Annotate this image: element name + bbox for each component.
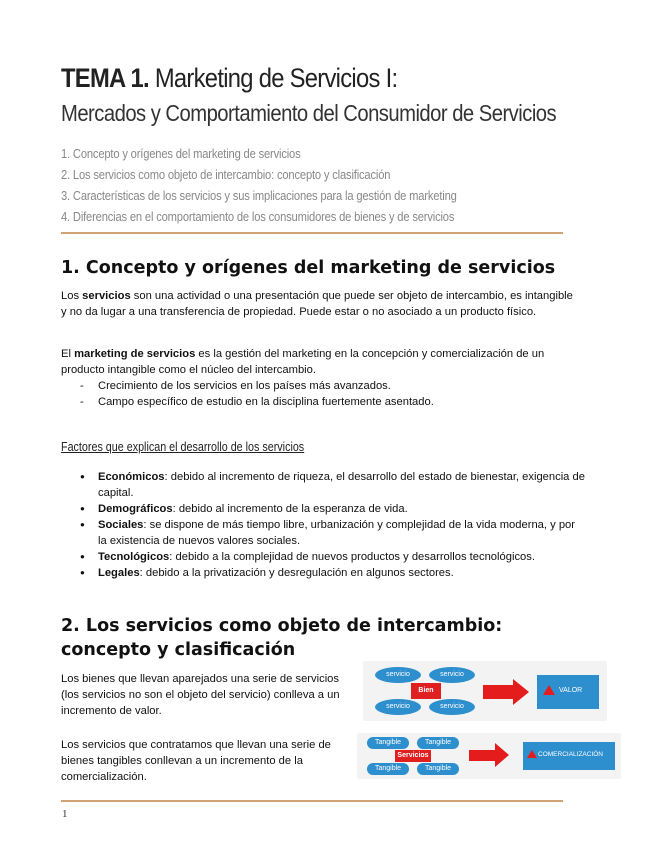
factor-label: Demográficos: [98, 503, 173, 515]
factor-text: : se dispone de más tiempo libre, urbanización y complejidad de la vida moderna, y por la existencia de nuevos valores sociales.: [98, 519, 575, 547]
servicio-oval: servicio: [375, 699, 421, 715]
tangible-oval: Tangible: [417, 763, 459, 775]
page-title: [61, 63, 397, 94]
factor-text: : debido al incremento de la esperanza de vida.: [172, 503, 408, 515]
arrow-head-icon: [495, 743, 509, 767]
warning-triangle-icon: [543, 685, 555, 695]
title-bold: TEMA 1.: [61, 63, 149, 93]
page-number: 1: [62, 808, 68, 820]
servicio-oval: servicio: [429, 667, 475, 683]
term-servicios: servicios: [82, 290, 131, 302]
text: Los: [61, 290, 83, 302]
servicios-center: Servicios: [395, 750, 431, 762]
term-marketing-de-servicios: marketing de servicios: [74, 348, 196, 360]
toc-item: 4. Diferencias en el comportamiento de los consumidores de bienes y de servicios: [61, 209, 455, 224]
warning-triangle-icon: [527, 750, 537, 758]
arrow-icon: [469, 750, 495, 761]
factors-heading: Factores que explican el desarrollo de los servicios: [61, 440, 305, 454]
factors-list: [80, 469, 585, 581]
table-of-contents: [61, 143, 521, 227]
toc-item: 2. Los servicios como objeto de intercambio: concepto y clasificación: [61, 167, 391, 182]
factor-label: Tecnológicos: [98, 551, 170, 563]
tangible-oval: Tangible: [367, 763, 409, 775]
divider-top: [61, 232, 563, 234]
tangible-oval: Tangible: [367, 737, 409, 749]
factor-label: Sociales: [98, 519, 144, 531]
text: es la gestión del marketing en la concepción y comercialización de un producto intangible como el núcleo del intercambio.: [61, 348, 545, 376]
list-item: [80, 565, 585, 581]
paragraph-servicios: [61, 288, 581, 320]
servicio-oval: servicio: [429, 699, 475, 715]
valor-label: VALOR: [559, 687, 583, 694]
text: El: [61, 348, 75, 360]
factor-text: : debido al incremento de riqueza, el desarrollo del estado de bienestar, exigencia de capital.: [98, 471, 585, 499]
dash-list: [80, 378, 434, 410]
list-item: [80, 517, 585, 549]
toc-item: 3. Características de los servicios y sus implicaciones para la gestión de marketing: [61, 188, 457, 203]
comercializacion-box: [523, 742, 615, 770]
paragraph-marketing: [61, 346, 581, 378]
valor-box: [537, 675, 599, 709]
title-rest: Marketing de Servicios I:: [148, 63, 398, 93]
arrow-head-icon: [513, 679, 529, 705]
list-item: [80, 549, 585, 565]
bien-center: Bien: [411, 683, 441, 699]
paragraph-servicios-contratados: Los servicios que contratamos que llevan una serie de bienes tangibles conllevan a un incremento de la comercialización.: [61, 739, 331, 783]
factor-text: : debido a la privatización y desregulación en algunos sectores.: [139, 567, 454, 579]
section-1-heading: 1. Concepto y orígenes del marketing de servicios: [61, 258, 556, 278]
factor-text: : debido a la complejidad de nuevos productos y desarrollos tecnológicos.: [169, 551, 535, 563]
diagram-bien-valor: [363, 661, 607, 721]
factor-label: Legales: [98, 567, 140, 579]
paragraph-bienes: Los bienes que llevan aparejados una serie de servicios (los servicios no son el objeto del servicio) conlleva a un incremento de valor.: [61, 673, 340, 717]
page-subtitle: Mercados y Comportamiento del Consumidor de Servicios: [61, 100, 557, 126]
servicio-oval: servicio: [375, 667, 421, 683]
diagram-servicios-comercializacion: [357, 733, 621, 779]
list-item: [80, 501, 585, 517]
list-item: - Campo específico de estudio en la disciplina fuertemente asentado.: [80, 394, 434, 410]
tangible-oval: Tangible: [417, 737, 459, 749]
text: son una actividad o una presentación que puede ser objeto de intercambio, es intangible y no da lugar a una transferencia de propiedad. Puede estar o no asociado a un producto físico.: [61, 290, 573, 318]
list-item: [80, 469, 585, 501]
factor-label: Económicos: [98, 471, 165, 483]
toc-item: 1. Concepto y orígenes del marketing de servicios: [61, 146, 301, 161]
section-2-heading: 2. Los servicios como objeto de intercambio: concepto y clasificación: [61, 616, 503, 660]
arrow-icon: [483, 685, 513, 699]
comercializacion-label: COMERCIALIZACIÓN: [538, 751, 604, 758]
divider-bottom: [61, 800, 563, 802]
list-item: - Crecimiento de los servicios en los países más avanzados.: [80, 378, 434, 394]
